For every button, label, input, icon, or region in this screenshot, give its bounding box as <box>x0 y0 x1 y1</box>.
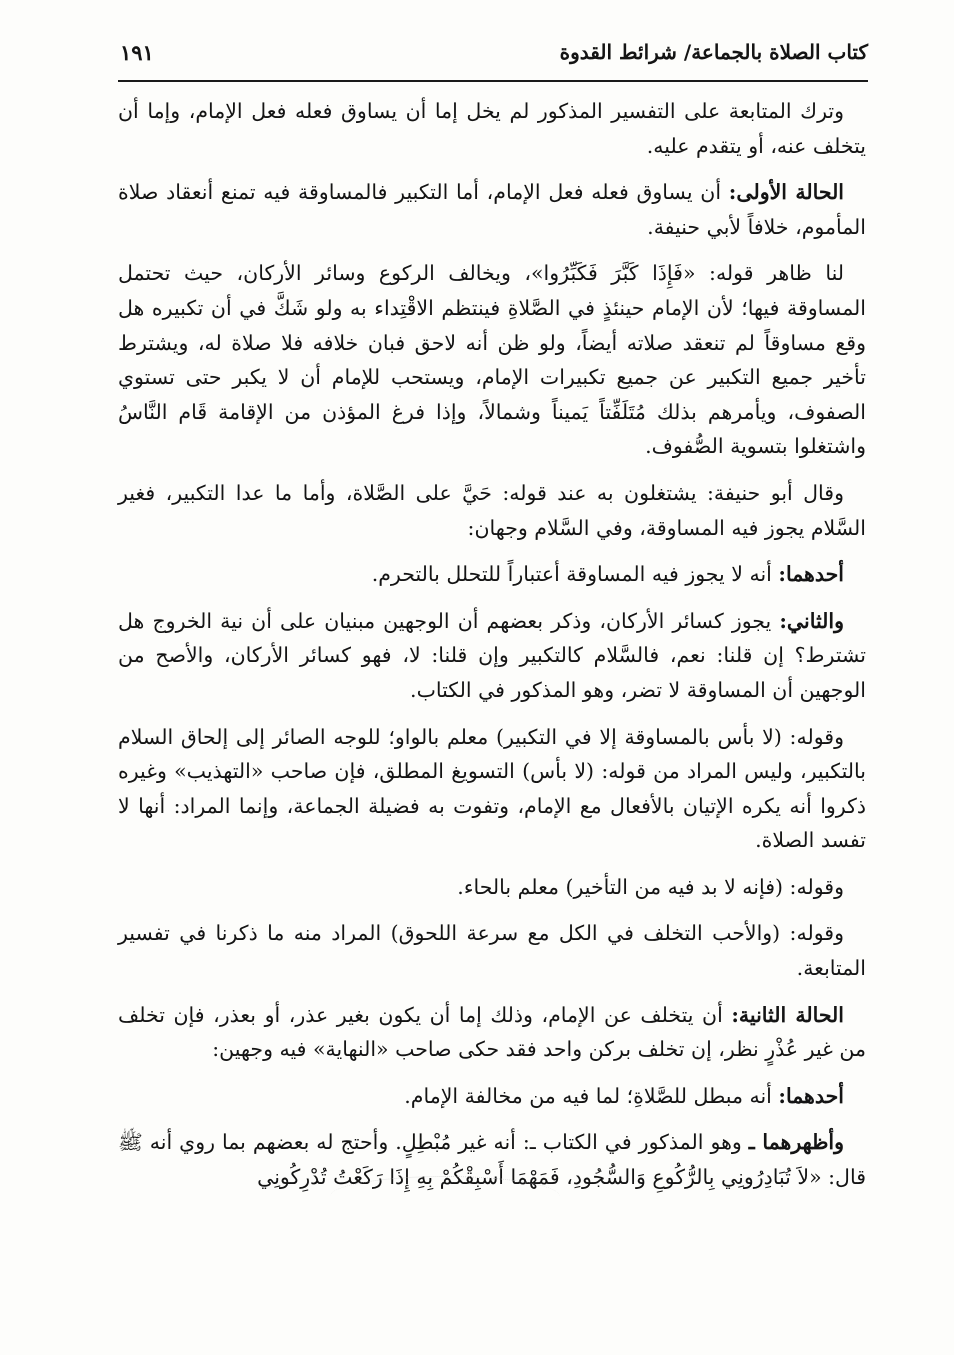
paragraph-1 <box>118 94 866 163</box>
body-text <box>118 94 866 1207</box>
page-header <box>118 36 868 76</box>
paragraph-text: وترك المتابعة على التفسير المذكور لم يخل إما أن يساوق فعله فعل الإمام، وإما أن يتخلف عنه، أو يتقدم عليه. <box>118 99 866 158</box>
paragraph-lead: والثاني: <box>779 608 844 633</box>
paragraph-10 <box>118 998 866 1067</box>
paragraph-text: أنه مبطل للصَّلاةِ؛ لما فيه من مخالفة الإمام. <box>404 1083 779 1108</box>
page-number: ١٩١ <box>120 40 154 65</box>
paragraph-text: وقوله: (فإنه لا بد فيه من التأخير) معلم بالحاء. <box>457 874 844 899</box>
paragraph-lead: وأظهرهما ـ <box>748 1130 844 1155</box>
paragraph-lead: أحدهما: <box>778 562 844 587</box>
paragraph-text: وقال أبو حنيفة: يشتغلون به عند قوله: حَيَّ على الصَّلاة، وأما ما عدا التكبير، فغير السَّلام يجوز فيه المساوقة، وفي السَّلام وجهان: <box>118 480 866 540</box>
paragraph-lead: الحالة الثانية: <box>731 1002 844 1027</box>
paragraph-text: أنه لا يجوز فيه المساوقة أعتباراً للتحلل بالتحرم. <box>371 562 779 587</box>
paragraph-text: يجوز كسائر الأركان، وذكر بعضهم أن الوجهين مبنيان على أن نية الخروج هل تشترط؟ إن قلنا: نعم، فالسَّلام كالتكبير وإن قلنا: لا، فهو كسائر الأركان، والأصح من الوجهين أن المساوقة لا تضر، وهو المذكور في الكتاب. <box>118 608 866 702</box>
paragraph-text: وقوله: (لا بأس بالمساوقة إلا في التكبير) معلم بالواو؛ للوجه الصائر إلى إلحاق السلام بالتكبير، وليس المراد من قوله: (لا بأس) التسويغ المطلق، فإن صاحب «التهذيب» وغيره ذكروا أنه يكره الإتيان بالأفعال مع الإمام، وتفوت به فضيلة الجماعة، وإنما المراد: أنها لا تفسد الصلاة. <box>118 724 866 853</box>
paragraph-2 <box>118 175 866 244</box>
paragraph-text: لنا ظاهر قوله: «فَإِذَا كَبَّرَ فَكَبِّرُوا»، ويخالف الركوع وسائر الأركان، حيث تحتمل المساوقة فيها؛ لأن الإمام حينئذٍ في الصَّلاةِ فينتظم الاقْتِداء به ولو شَكَّ في أن تكبيره هل وقع مساوقاً لم تنعقد صلاته أيضاً، ولو ظن أنه لاحق فبان خلافه فلا صلاة له، ويشترط تأخير جميع التكبير عن جميع تكبيرات الإمام، ويستحب للإمام أن لا يكبر حتى تستوي الصفوف، ويأمرهم بذلك مُتَلَفِّتاً يَميناً وشمالاً، وإذا فرغ المؤذن من الإقامة قَام النَّاسُ واشتغلوا بتسوية الصُّفوف. <box>118 261 866 459</box>
paragraph-text: أن يتخلف عن الإمام، وذلك إما أن يكون بغير عذر، أو بعذر، فإن تخلف من غير عُذْرٍ نظر، إن تخلف بركن واحد فقد حكى صاحب «النهاية» فيه وجهين: <box>118 1002 866 1062</box>
paragraph-text: أن يساوق فعله فعل الإمام، أما التكبير فالمساوقة فيه تمنع أنعقاد صلاة المأموم، خلافاً لأبي حنيفة. <box>118 180 866 239</box>
paragraph-text: وقوله: (والأحب التخلف في الكل مع سرعة اللحوق) المراد منه ما ذكرنا في تفسير المتابعة. <box>118 921 866 981</box>
paragraph-text: وهو المذكور في الكتاب ـ: أنه غير مُبْطِلٍ. وأحتج له بعضهم بما روي أنه ﷺ قال: «لاَ تُبَادِرُونِي بِالرُّكُوعِ وَالسُّجُودِ، فَمَهْمَا أَسْبِقْكُمْ بِهِ إِذَا رَكَعْتُ تُدْرِكُونِي <box>118 1130 866 1190</box>
pencil-mark <box>330 1176 560 1217</box>
paragraph-3 <box>118 256 866 464</box>
running-title: كتاب الصلاة بالجماعة/ شرائط القدوة <box>559 40 868 64</box>
header-divider <box>118 80 868 82</box>
paragraph-6 <box>118 604 866 708</box>
paragraph-7 <box>118 720 866 858</box>
paragraph-11 <box>118 1079 866 1114</box>
paragraph-4 <box>118 476 866 545</box>
paragraph-5 <box>118 557 866 592</box>
paragraph-lead: الحالة الأولى: <box>728 180 845 205</box>
paragraph-9 <box>118 916 866 985</box>
paragraph-8 <box>118 870 866 905</box>
paragraph-lead: أحدهما: <box>778 1083 844 1108</box>
